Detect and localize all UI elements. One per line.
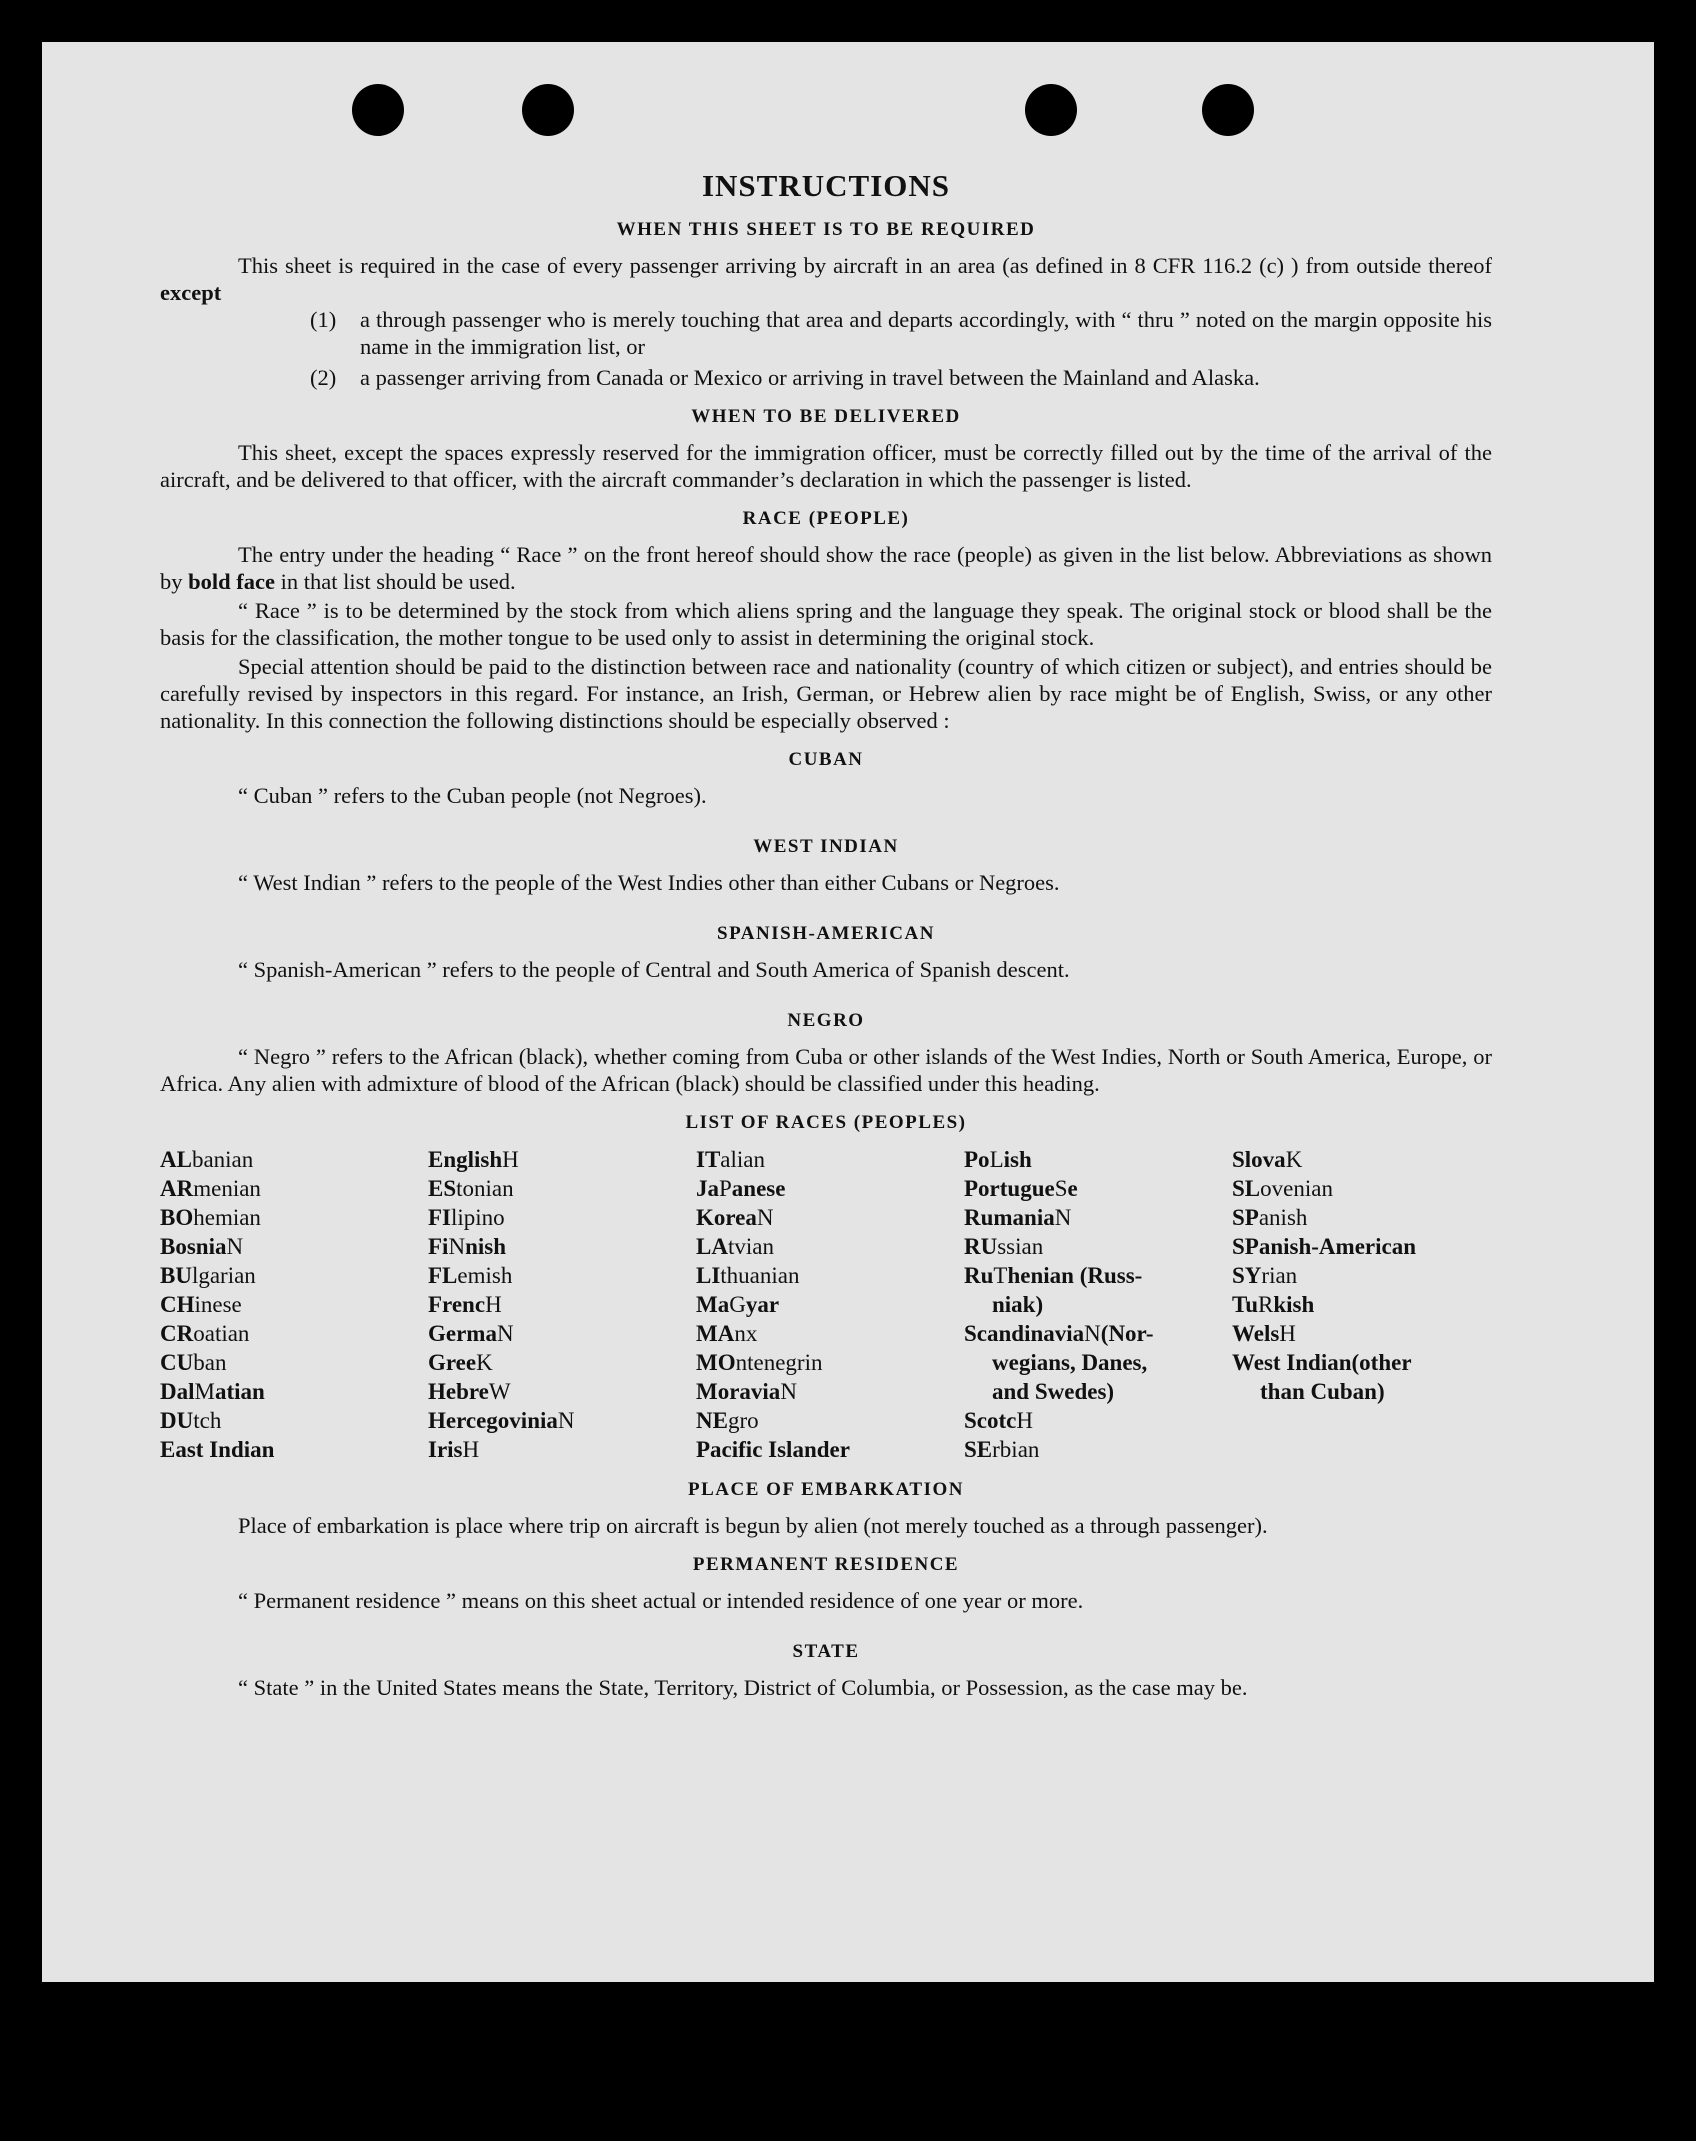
race-entry: CUban [160, 1350, 227, 1375]
race-entry: JaPanese [696, 1176, 786, 1201]
residence-text: “ Permanent residence ” means on this sheet actual or intended residence of one year or more. [238, 1588, 1084, 1613]
race-entry: LIthuanian [696, 1263, 800, 1288]
list-item: (1) a through passenger who is merely touching that area and departs accordingly, with “ thru ” noted on the margin opposite his name in the immigration list, or [310, 307, 1492, 359]
heading-cuban: CUBAN [788, 749, 864, 770]
race-entry: SYrian [1232, 1263, 1298, 1288]
race-entry: PortugueSe [964, 1176, 1078, 1201]
race-paragraph: Special attention should be paid to the distinction between race and nationality (country of which citizen or subject), and entries should be carefully revised by inspectors in this regard. For instance, an Irish, German, or Hebrew alien by race might be of English, Swiss, or any other nationality. In this connection the following distinctions should be especially observed : [160, 654, 1492, 733]
race-entry: SErbian [964, 1437, 1040, 1462]
west-indian-text: “ West Indian ” refers to the people of the West Indies other than either Cubans or Negroes. [238, 870, 1060, 895]
race-entry: BosniaN [160, 1234, 244, 1259]
race-entry: Pacific Islander [696, 1437, 850, 1462]
race-entry: MoraviaN [696, 1379, 797, 1404]
race-entry: PoLish [964, 1147, 1032, 1172]
race-entry: CRoatian [160, 1321, 250, 1346]
race-entry: ScandinaviaN(Nor- [964, 1321, 1154, 1346]
race-entry: FIlipino [428, 1205, 505, 1230]
race-entry: NEgro [696, 1408, 759, 1433]
race-entry: DUtch [160, 1408, 222, 1433]
race-entry: KoreaN [696, 1205, 774, 1230]
heading-residence: PERMANENT RESIDENCE [692, 1554, 960, 1575]
race-paragraph: The entry under the heading “ Race ” on the front hereof should show the race (people) as given in the list below. Abbreviations as shown by bold face in that list should be used. [160, 542, 1492, 594]
when-delivered-text: This sheet, except the spaces expressly reserved for the immigration officer, must be correctly filled out by the time of the arrival of the aircraft, and be delivered to that officer, with the aircraft commander’s declaration in which the passenger is listed. [160, 440, 1492, 492]
race-entry: than Cuban) [1260, 1379, 1385, 1404]
page-title: INSTRUCTIONS [701, 168, 950, 203]
race-entry: LAtvian [696, 1234, 774, 1259]
race-entry: GermaN [428, 1321, 514, 1346]
races-column [696, 1145, 964, 1464]
race-entry: BUlgarian [160, 1263, 256, 1288]
race-entry: MAnx [696, 1321, 758, 1346]
cuban-text: “ Cuban ” refers to the Cuban people (not Negroes). [238, 783, 707, 808]
race-paragraph: “ Race ” is to be determined by the stock from which aliens spring and the language they speak. The original stock or blood shall be the basis for the classification, the mother tongue to be used only to assist in determining the original stock. [160, 598, 1492, 650]
race-entry: GreeK [428, 1350, 493, 1375]
race-entry: SPanish [1232, 1205, 1308, 1230]
race-entry: West Indian(other [1232, 1350, 1412, 1375]
race-entry: SPanish-American [1232, 1234, 1416, 1259]
heading-spanish-american: SPANISH-AMERICAN [717, 923, 935, 944]
race-entry: HebreW [428, 1379, 511, 1404]
heading-embarkation: PLACE OF EMBARKATION [688, 1479, 964, 1500]
race-entry: HercegoviniaN [428, 1408, 575, 1433]
race-entry: TuRkish [1232, 1292, 1315, 1317]
race-entry: FrencH [428, 1292, 502, 1317]
races-column [964, 1145, 1232, 1464]
race-entry: and Swedes) [992, 1379, 1115, 1404]
heading-west-indian: WEST INDIAN [753, 836, 899, 857]
race-entry: niak) [992, 1292, 1044, 1317]
instructions-content [160, 128, 1492, 1701]
race-entry: wegians, Danes, [992, 1350, 1148, 1375]
state-text: “ State ” in the United States means the State, Territory, District of Columbia, or Possession, as the case may be. [238, 1675, 1248, 1700]
race-entry: SLovenian [1232, 1176, 1333, 1201]
heading-when-required: WHEN THIS SHEET IS TO BE REQUIRED [616, 219, 1036, 240]
heading-state: STATE [792, 1641, 860, 1662]
race-entry: East Indian [160, 1437, 275, 1462]
race-entry: ITalian [696, 1147, 765, 1172]
spanish-american-text: “ Spanish-American ” refers to the people of Central and South America of Spanish descent. [238, 957, 1070, 982]
race-entry: IrisH [428, 1437, 480, 1462]
race-entry: RuThenian (Russ- [964, 1263, 1143, 1288]
races-column [428, 1145, 696, 1464]
race-entry: WelsH [1232, 1321, 1296, 1346]
race-entry: FLemish [428, 1263, 513, 1288]
races-table [160, 1145, 1492, 1464]
race-entry: BOhemian [160, 1205, 261, 1230]
when-required-intro: This sheet is required in the case of every passenger arriving by aircraft in an area (as defined in 8 CFR 116.2 (c) ) from outside thereof except [160, 253, 1492, 305]
embarkation-text: Place of embarkation is place where trip on aircraft is begun by alien (not merely touched as a through passenger). [238, 1513, 1268, 1538]
heading-when-delivered: WHEN TO BE DELIVERED [691, 406, 961, 427]
race-entry: EnglishH [428, 1147, 519, 1172]
heading-negro: NEGRO [787, 1010, 865, 1031]
list-item: (2) a passenger arriving from Canada or Mexico or arriving in travel between the Mainland and Alaska. [310, 365, 1260, 390]
race-entry: SlovaK [1232, 1147, 1303, 1172]
race-entry: MOntenegrin [696, 1350, 823, 1375]
race-entry: ARmenian [160, 1176, 261, 1201]
race-entry: RumaniaN [964, 1205, 1072, 1230]
race-entry: ALbanian [160, 1147, 254, 1172]
race-entry: DalMatian [160, 1379, 265, 1404]
negro-text: “ Negro ” refers to the African (black), whether coming from Cuba or other islands of the West Indies, North or South America, Europe, or Africa. Any alien with admixture of blood of the African (black) should be classified under this heading. [160, 1044, 1492, 1096]
races-column [160, 1145, 428, 1464]
race-entry: MaGyar [696, 1292, 780, 1317]
heading-list-of-races: LIST OF RACES (PEOPLES) [685, 1112, 967, 1133]
race-entry: EStonian [428, 1176, 514, 1201]
race-entry: CHinese [160, 1292, 242, 1317]
races-column [1232, 1145, 1500, 1464]
race-entry: ScotcH [964, 1408, 1033, 1433]
heading-race: RACE (PEOPLE) [742, 508, 910, 529]
race-entry: FiNnish [428, 1234, 507, 1259]
race-entry: RUssian [964, 1234, 1044, 1259]
